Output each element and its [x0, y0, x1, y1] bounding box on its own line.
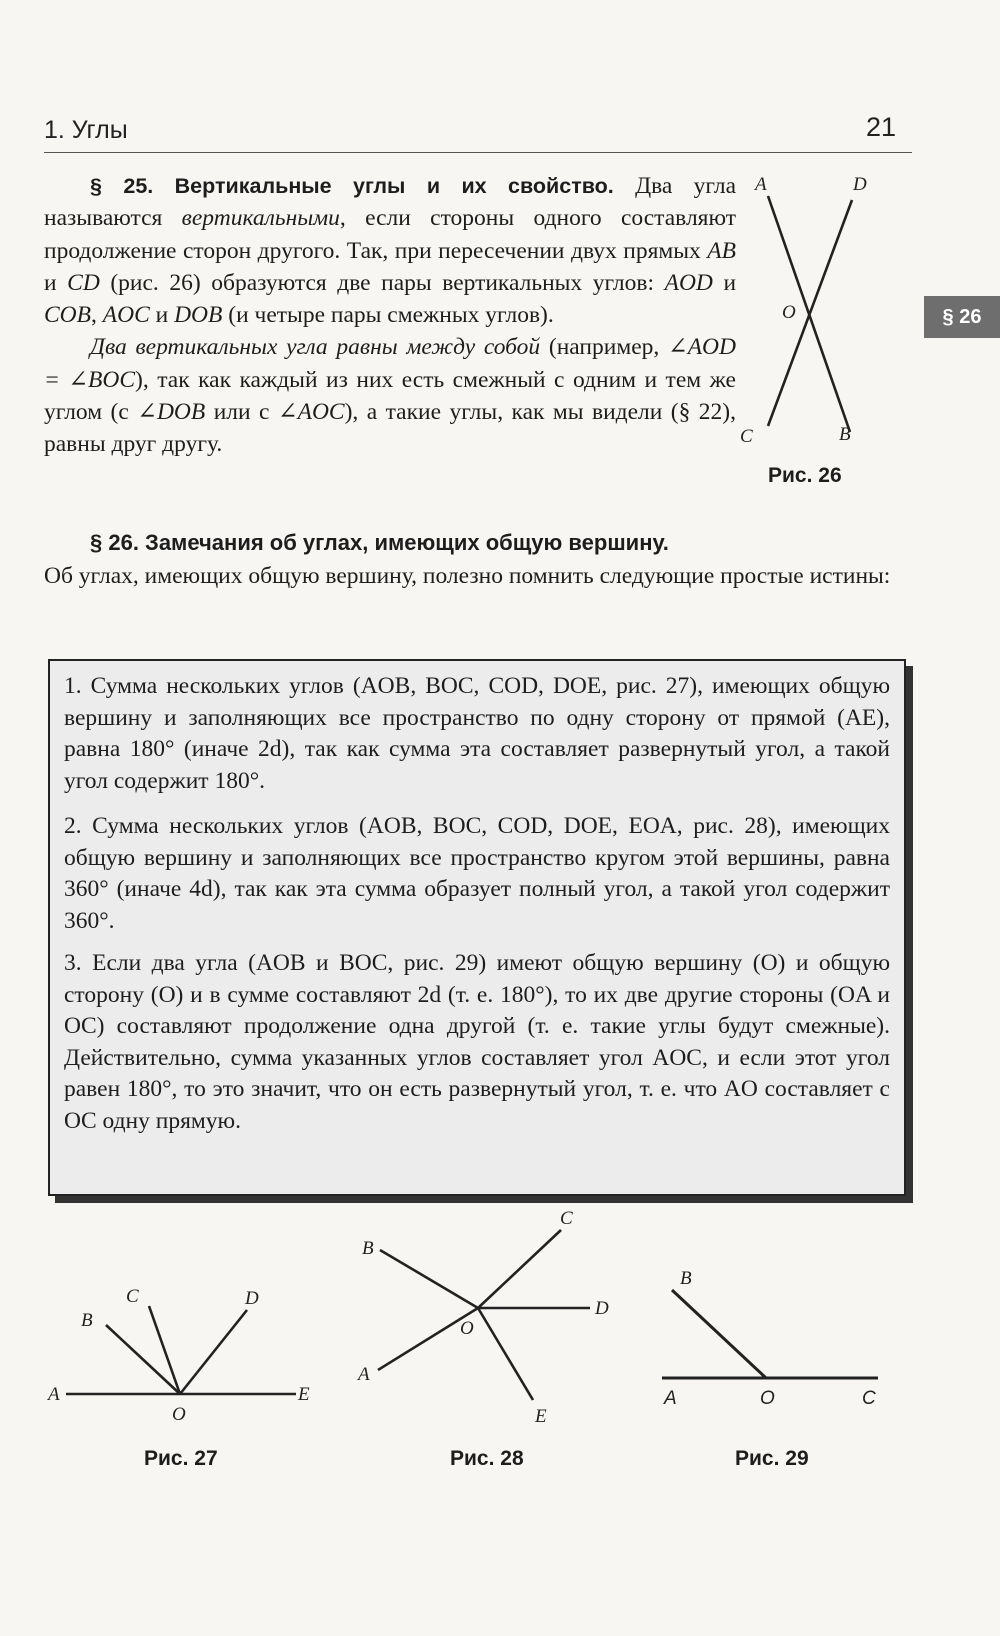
figure-28 — [350, 1200, 630, 1440]
label-a: A — [48, 1384, 60, 1405]
theorem: Два вертикальных угла равны между собой — [90, 334, 541, 361]
label-c: C — [740, 426, 753, 447]
ray-ob — [672, 1290, 766, 1378]
term-vertical: вертикальными — [181, 205, 340, 232]
section-26-heading: § 26. Замечания об углах, имеющих общую вершину. — [90, 530, 669, 555]
section-26-intro: Об углах, имеющих общую вершину, полезно помнить следующие простые истины: — [44, 563, 891, 589]
math: CD — [67, 269, 100, 296]
text: Два угла называются — [44, 173, 737, 232]
label-b: B — [362, 1238, 374, 1259]
label-d: D — [245, 1288, 259, 1309]
text: , — [91, 302, 103, 329]
figure-26 — [740, 166, 890, 466]
text: и — [149, 302, 175, 329]
label-a: A — [358, 1364, 370, 1385]
ray-oc — [478, 1230, 561, 1308]
page-number: 21 — [866, 112, 897, 142]
text: , если стороны одного составляют продолжение сторон другого. Так, при пересечении двух прямых — [44, 205, 737, 264]
rule-3: 3. Если два угла (AOB и BOC, рис. 29) имеют общую вершину (O) и общую сторону (O) и в сумме составляют 2d (т. е. 180°), то их две другие стороны (OA и OC) составляют продолжение одна другой (т. е. такие углы будут смежные). Действительно, сумма указанных углов составляет угол AOC, и если этот угол равен 180°, то это значит, что он есть развернутый угол, т. е. что AO составляет с OC одну прямую. — [64, 950, 890, 1134]
section-25 — [44, 170, 736, 461]
text: ), а такие углы, как мы видели (§ 22), равны друг другу. — [44, 399, 737, 458]
figure-28-caption: Рис. 28 — [450, 1447, 524, 1470]
text: (и четыре пары смежных углов). — [222, 302, 554, 329]
math: AOC — [102, 302, 150, 329]
label-o: O — [460, 1318, 474, 1339]
text: (например, — [540, 334, 668, 361]
math: AOD — [664, 269, 713, 296]
math: ∠AOD = ∠BOC — [44, 334, 736, 393]
label-e: E — [298, 1384, 310, 1405]
section-25-paragraph-2 — [44, 331, 736, 460]
text: и — [44, 269, 68, 296]
label-b: B — [680, 1268, 692, 1289]
ray-od — [180, 1310, 247, 1394]
section-tab[interactable]: § 26 — [924, 296, 1000, 338]
text: ), так как каждый из них есть смежный с одним и тем же углом (с — [44, 366, 736, 426]
ray-ob — [380, 1250, 478, 1308]
ray-oe — [478, 1308, 533, 1400]
label-b: B — [839, 424, 851, 445]
rule-1: 1. Сумма нескольких углов (AOB, BOC, COD, DOE, рис. 27), имеющих общую вершину и заполняющих все пространство по одну сторону от прямой (AE), равна 180° (иначе 2d), так как сумма эта составляет развернутый угол, а такой угол содержит 180°. — [64, 673, 890, 794]
section-25-paragraph-1 — [44, 170, 736, 331]
figure-29-caption: Рис. 29 — [735, 1447, 809, 1470]
header-rule — [44, 152, 912, 153]
math: COB — [44, 302, 91, 329]
label-b: B — [81, 1310, 93, 1331]
label-e: E — [535, 1406, 547, 1427]
label-a: A — [664, 1388, 677, 1409]
label-c: C — [862, 1388, 876, 1409]
label-o: O — [760, 1388, 775, 1409]
math: DOB — [174, 302, 223, 329]
text: или с — [205, 399, 278, 426]
figure-26-caption: Рис. 26 — [768, 464, 842, 487]
text: (рис. 26) образуются две пары вертикальных углов: — [99, 269, 665, 296]
label-o: O — [782, 302, 796, 323]
rule-2: 2. Сумма нескольких углов (AOB, BOC, COD, DOE, EOA, рис. 28), имеющих общую вершину и заполняющих все пространство кругом этой вершины, равна 360° (иначе 4d), так как эта сумма образует полный угол, а такой угол содержит 360°. — [64, 813, 890, 934]
label-c: C — [126, 1286, 139, 1307]
figure-27-caption: Рис. 27 — [144, 1447, 218, 1470]
figure-27 — [40, 1270, 340, 1430]
figure-29 — [650, 1260, 910, 1420]
math: ∠AOC — [277, 399, 345, 426]
label-o: O — [172, 1404, 186, 1425]
chapter-title: 1. Углы — [44, 116, 128, 144]
text: и — [712, 269, 737, 296]
section-25-heading: § 25. Вертикальные углы и их свойство. — [90, 174, 614, 198]
label-d: D — [853, 174, 867, 195]
label-a: A — [755, 174, 767, 195]
math: ∠DOB — [137, 399, 206, 426]
math: AB — [707, 237, 736, 264]
label-c: C — [560, 1208, 573, 1229]
label-d: D — [595, 1298, 609, 1319]
